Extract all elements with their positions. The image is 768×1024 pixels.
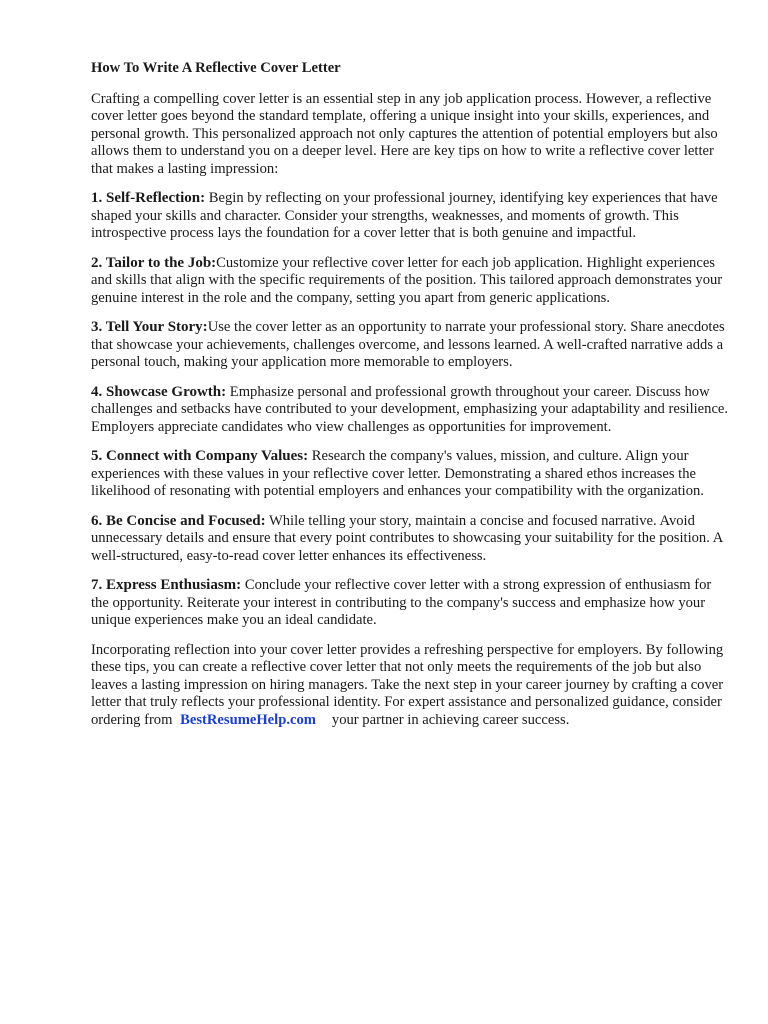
tip-7 bbox=[91, 577, 731, 630]
tip-heading: 7. Express Enthusiasm: bbox=[91, 577, 242, 593]
tip-body: Conclude your reflective cover letter with a strong expression of enthusiasm for the opportunity. Reiterate your interest in contributing to the company's success and emphasize how your unique experiences make you an ideal candidate. bbox=[91, 577, 712, 628]
best-resume-help-link[interactable]: BestResumeHelp.com bbox=[180, 711, 316, 728]
tip-body: Customize your reflective cover letter for each job application. Highlight experiences and skills that align with the specific requirements of the position. This tailored approach demonstrates your genuine interest in the role and the company, setting you apart from generic applications. bbox=[91, 254, 723, 306]
tip-heading: 2. Tailor to the Job: bbox=[91, 254, 217, 271]
closing-paragraph bbox=[91, 642, 731, 730]
tip-3 bbox=[91, 319, 731, 372]
document-page bbox=[91, 60, 731, 741]
tip-body: Use the cover letter as an opportunity to narrate your professional story. Share anecdotes that showcase your achievements, challenges overcome, and lessons learned. A well-crafted narrative adds a personal touch, making your application more memorable to employers. bbox=[91, 319, 725, 370]
tip-body: Emphasize personal and professional growth throughout your career. Discuss how challenges and setbacks have contributed to your development, emphasizing your adaptability and resilience. Employers appreciate candidates who view challenges as opportunities for improvement. bbox=[91, 383, 729, 435]
tip-5 bbox=[91, 448, 731, 501]
tip-2 bbox=[91, 255, 731, 308]
tip-heading: 1. Self-Reflection: bbox=[91, 190, 206, 206]
tip-1 bbox=[91, 190, 731, 243]
closing-text: Incorporating reflection into your cover letter provides a refreshing perspective for employers. By following these tips, you can create a reflective cover letter that not only meets the requirements of the job but also leaves a lasting impression on hiring managers. Take the next step in your career journey by crafting a cover letter that truly reflects your professional identity. For expert assistance and personalized guidance, consider ordering from bbox=[91, 641, 724, 728]
tip-body: Begin by reflecting on your professional journey, identifying key experiences that have shaped your skills and character. Consider your strengths, weaknesses, and moments of growth. This introspective process lays the foundation for a cover letter that is both genuine and impactful. bbox=[91, 190, 718, 241]
tip-heading: 5. Connect with Company Values: bbox=[91, 448, 309, 464]
tip-body: While telling your story, maintain a concise and focused narrative. Avoid unnecessary details and ensure that every point contributes to showcasing your suitability for the position. A well-structured, easy-to-read cover letter enhances its effectiveness. bbox=[91, 512, 723, 564]
closing-text-end: your partner in achieving career success. bbox=[331, 711, 570, 728]
tip-4 bbox=[91, 384, 731, 437]
tip-heading: 4. Showcase Growth: bbox=[91, 383, 227, 400]
tip-body: Research the company's values, mission, and culture. Align your experiences with these values in your reflective cover letter. Demonstrating a shared ethos increases the likelihood of resonating with potential employers and enhances your compatibility with the organization. bbox=[91, 448, 704, 499]
intro-paragraph: Crafting a compelling cover letter is an essential step in any job application process. However, a reflective cover letter goes beyond the standard template, offering a unique insight into your skills, experiences, and personal growth. This personalized approach not only captures the attention of potential employers but also allows them to understand you on a deeper level. Here are key tips on how to write a reflective cover letter that makes a lasting impression: bbox=[91, 90, 718, 177]
tip-heading: 3. Tell Your Story: bbox=[91, 319, 208, 335]
page-title: How To Write A Reflective Cover Letter bbox=[91, 60, 341, 76]
tip-6 bbox=[91, 513, 731, 566]
tip-heading: 6. Be Concise and Focused: bbox=[91, 512, 266, 529]
